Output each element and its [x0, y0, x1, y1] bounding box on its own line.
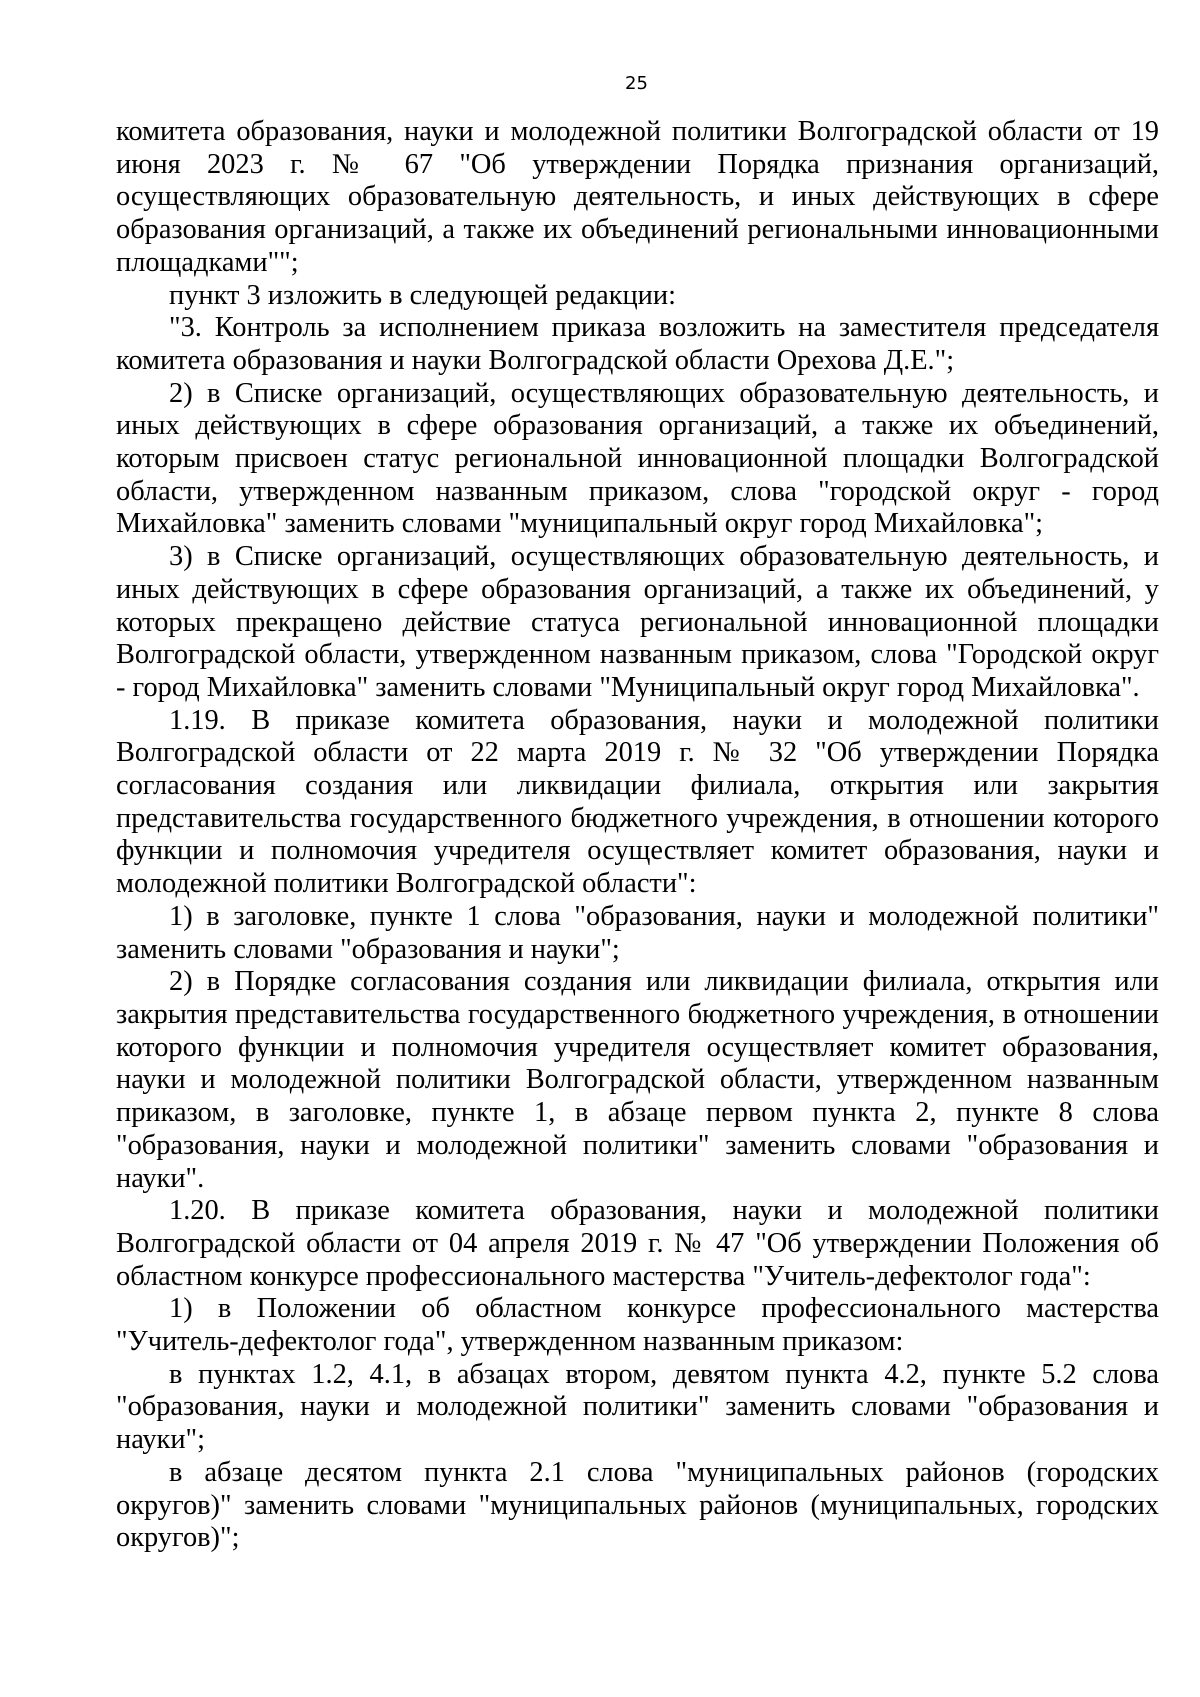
- paragraph-1-19-item-1: 1) в заголовке, пункте 1 слова "образования, науки и молодежной политики" заменить словами "образования и науки";: [116, 900, 1159, 965]
- paragraph-point-3-text: "3. Контроль за исполнением приказа возложить на заместителя председателя комитета образования и науки Волгоградской области Орехова Д.Е.";: [116, 312, 1159, 376]
- paragraph-1-20-item-1-para-2-1: в абзаце десятом пункта 2.1 слова "муниципальных районов (городских округов)" заменить словами "муниципальных районов (муниципальных, городских округов)";: [116, 1456, 1159, 1554]
- paragraph-point-3-intro: пункт 3 изложить в следующей редакции:: [169, 279, 676, 311]
- paragraph-1-19-item-2: 2) в Порядке согласования создания или ликвидации филиала, открытия или закрытия представительства государственного бюджетного учреждения, в отношении которого функции и полномочия учредителя осуществляет комитет образования, науки и молодежной политики Волгоградской области, утвержденном названным приказом, в заголовке, пункте 1, в абзаце первом пункта 2, пункте 8 слова "образования, науки и молодежной политики" заменить словами "образования и науки".: [116, 966, 1159, 1194]
- paragraph-1-20-item-1-points: в пунктах 1.2, 4.1, в абзацах втором, девятом пункта 4.2, пункте 5.2 слова "образования, науки и молодежной политики" заменить словами "образования и науки";: [116, 1358, 1159, 1456]
- document-body: [116, 116, 1159, 1555]
- paragraph-order-67-continuation: комитета образования, науки и молодежной политики Волгоградской области от 19 июня 2023 г. № 67 "Об утверждении Порядка признания организаций, осуществляющих образовательную деятельность, и иных действующих в сфере образования организаций, а также их объединений региональными инновационными площадками"";: [116, 116, 1159, 278]
- page-number: 25: [625, 73, 648, 94]
- paragraph-section-1-20: 1.20. В приказе комитета образования, науки и молодежной политики Волгоградской области от 04 апреля 2019 г. № 47 "Об утверждении Положения об областном конкурсе профессионального мастерства "Учитель-дефектолог года":: [116, 1195, 1159, 1292]
- paragraph-list-item-3: 3) в Списке организаций, осуществляющих образовательную деятельность, и иных действующих в сфере образования организаций, а также их объединений, у которых прекращено действие статуса региональной инновационной площадки Волгоградской области, утвержденном названным приказом, слова "Городской округ - город Михайловка" заменить словами "Муниципальный округ город Михайловка".: [116, 541, 1159, 703]
- paragraph-list-item-2: 2) в Списке организаций, осуществляющих образовательную деятельность, и иных действующих в сфере образования организаций, а также их объединений, которым присвоен статус региональной инновационной площадки Волгоградской области, утвержденном названным приказом, слова "городской округ - город Михайловка" заменить словами "муниципальный округ город Михайловка";: [116, 377, 1159, 540]
- paragraph-1-20-item-1: 1) в Положении об областном конкурсе профессионального мастерства "Учитель-дефектолог года", утвержденном названным приказом:: [116, 1293, 1159, 1358]
- paragraph-section-1-19: 1.19. В приказе комитета образования, науки и молодежной политики Волгоградской области от 22 марта 2019 г. № 32 "Об утверждении Порядка согласования создания или ликвидации филиала, открытия или закрытия представительства государственного бюджетного учреждения, в отношении которого функции и полномочия учредителя осуществляет комитет образования, науки и молодежной политики Волгоградской области":: [116, 704, 1159, 900]
